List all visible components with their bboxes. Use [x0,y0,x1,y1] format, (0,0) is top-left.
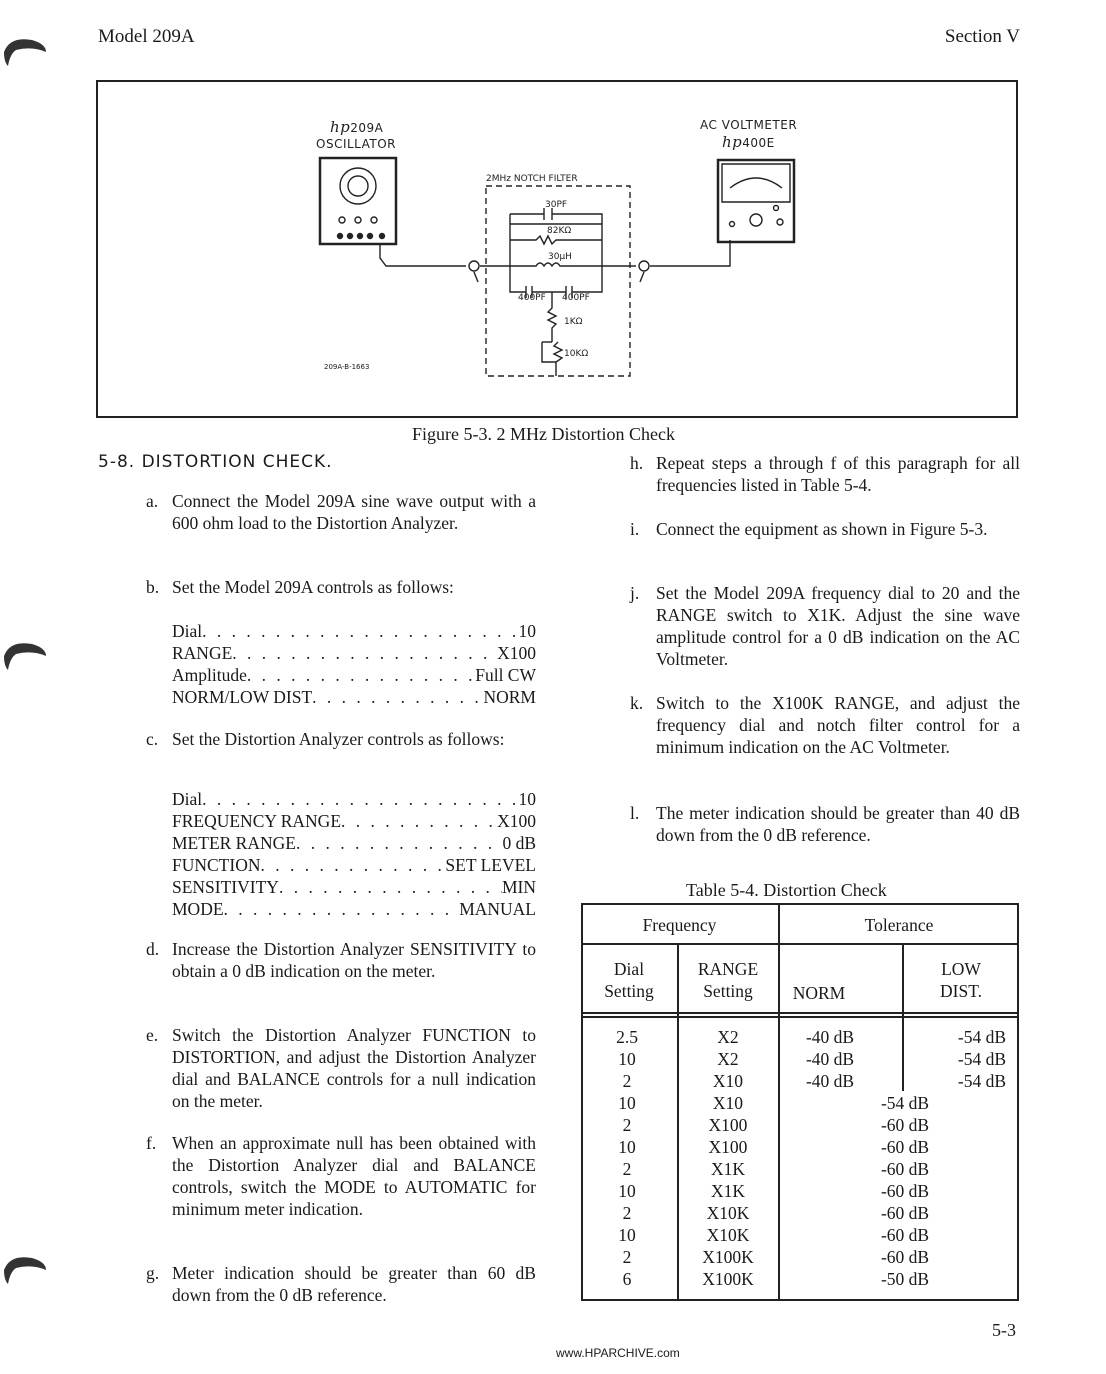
notch-filter-label: 2MHz NOTCH FILTER [486,174,578,184]
table-cell-dial: 6 [622,1269,632,1289]
oscillator-label: OSCILLATOR [316,137,397,151]
table-cell-tolerance: -60 dB [880,1225,930,1245]
table-cell-norm: -40 dB [805,1071,855,1091]
figure-caption: Figure 5-3. 2 MHz Distortion Check [412,424,675,444]
binder-ring-icon [2,1250,46,1290]
table-cell-range: X2 [717,1049,739,1069]
step-l: l. The meter indication should be greater than 40 dB down from the 0 dB reference. [630,803,1020,845]
table-cell-range: X100K [702,1269,754,1289]
table-cell-dial: 2 [622,1115,632,1135]
table-col-norm: NORM [792,983,846,1003]
table-cell-tolerance: -60 dB [880,1137,930,1157]
table-cell-range: X100K [702,1247,754,1267]
page-number: 5-3 [992,1320,1016,1340]
osc-setting-row: Amplitude . . . Full CW [172,664,536,686]
table-cell-dial: 10 [618,1093,636,1113]
analyzer-setting-row: SENSITIVITY . . . MIN [172,876,536,898]
table-cell-low: -54 dB [957,1071,1006,1091]
analyzer-setting-row: Dial . . . 10 [172,788,536,810]
table-cell-range: X1K [710,1159,746,1179]
resistor-10k-label: 10KΩ [564,349,589,359]
inductor-30uh-label: 30μH [548,252,572,262]
osc-setting-row: NORM/LOW DIST . . . NORM [172,686,536,708]
table-cell-range: X10 [712,1071,744,1091]
table-cell-tolerance: -54 dB [880,1093,930,1113]
table-cell-range: X100 [708,1137,748,1157]
osc-setting-row: Dial . . . 10 [172,620,536,642]
analyzer-setting-row: METER RANGE . . . 0 dB [172,832,536,854]
step-f: f. When an approximate null has been obtained with the Distortion Analyzer dial and BALANCE controls, switch the MODE to AUTOMATIC for minimum meter indication. [146,1133,536,1219]
header-section: Section V [944,26,1020,47]
footer-url: www.HPARCHIVE.com [556,1346,680,1360]
analyzer-setting-row: FREQUENCY RANGE . . . X100 [172,810,536,832]
table-col-dial: Dial Setting [604,959,654,1001]
drawing-number: 209A-B-1663 [324,363,370,371]
table-cell-range: X10K [706,1225,750,1245]
step-i: i. Connect the equipment as shown in Figure 5-3. [630,519,988,539]
table-cell-dial: 2.5 [616,1027,638,1047]
voltmeter-model-label: hp400E [722,133,775,151]
table-cell-dial: 10 [618,1181,636,1201]
step-d: d. Increase the Distortion Analyzer SENSITIVITY to obtain a 0 dB indication on the meter. [146,939,536,981]
osc-setting-row: RANGE . . . X100 [172,642,536,664]
table-cell-range: X100 [708,1115,748,1135]
step-h: h. Repeat steps a through f of this paragraph for all frequencies listed in Table 5-4. [630,453,1020,495]
resistor-1k-label: 1KΩ [564,317,583,327]
table-cell-low: -54 dB [957,1027,1006,1047]
binder-ring-icon [2,32,46,72]
resistor-82k-label: 82KΩ [547,226,572,236]
analyzer-setting-row: FUNCTION . . . SET LEVEL [172,854,536,876]
table-group-frequency: Frequency [642,915,717,935]
table-cell-range: X1K [710,1181,746,1201]
table-cell-dial: 10 [618,1137,636,1157]
step-g: g. Meter indication should be greater than 60 dB down from the 0 dB reference. [146,1263,536,1305]
capacitor-400pf-left-label: 400PF [518,293,546,303]
step-k: k. Switch to the X100K RANGE, and adjust the frequency dial and notch filter control for a minimum indication on the AC Voltmeter. [630,693,1020,757]
table-cell-tolerance: -60 dB [880,1159,930,1179]
table-cell-dial: 10 [618,1049,636,1069]
oscillator-instrument [320,158,396,244]
header-model: Model 209A [98,26,195,47]
table-cell-norm: -40 dB [805,1049,855,1069]
table-cell-range: X2 [717,1027,739,1047]
table-cell-dial: 2 [622,1247,632,1267]
binder-ring-icon [2,636,46,676]
section-title: 5-8. DISTORTION CHECK. [98,452,333,472]
table-cell-dial: 2 [622,1159,632,1179]
table-group-tolerance: Tolerance [864,915,934,935]
table-col-low: LOW DIST. [940,959,982,1001]
analyzer-setting-row: MODE . . . MANUAL [172,898,536,920]
table-cell-range: X10 [712,1093,744,1113]
oscillator-model-label: hp209A [330,118,384,136]
table-cell-tolerance: -50 dB [880,1269,930,1289]
voltmeter-label: AC VOLTMETER [700,118,798,132]
step-c: c. Set the Distortion Analyzer controls as follows: [146,729,505,749]
table-cell-range: X10K [706,1203,750,1223]
voltmeter-instrument [718,160,794,242]
step-j: j. Set the Model 209A frequency dial to 20 and the RANGE switch to X1K. Adjust the sine wave amplitude control for a 0 dB indication on the AC Voltmeter. [630,583,1020,669]
table-cell-tolerance: -60 dB [880,1203,930,1223]
table-title: Table 5-4. Distortion Check [686,880,887,900]
table-cell-tolerance: -60 dB [880,1247,930,1267]
table-col-range: RANGE Setting [697,959,759,1001]
table-cell-norm: -40 dB [805,1027,855,1047]
table-cell-dial: 2 [622,1203,632,1223]
table-cell-dial: 2 [622,1071,632,1091]
table-cell-low: -54 dB [957,1049,1006,1069]
table-cell-dial: 10 [618,1225,636,1245]
capacitor-30pf-label: 30PF [545,200,568,210]
step-b: b. Set the Model 209A controls as follows: [146,577,454,597]
capacitor-400pf-right-label: 400PF [562,293,590,303]
step-a: a. Connect the Model 209A sine wave output with a 600 ohm load to the Distortion Analyzer. [146,491,536,533]
table-cell-tolerance: -60 dB [880,1115,930,1135]
table-cell-tolerance: -60 dB [880,1181,930,1201]
circuit-diagram [96,80,1018,418]
step-e: e. Switch the Distortion Analyzer FUNCTION to DISTORTION, and adjust the Distortion Analyzer dial and BALANCE controls for a null indication on the meter. [146,1025,536,1111]
